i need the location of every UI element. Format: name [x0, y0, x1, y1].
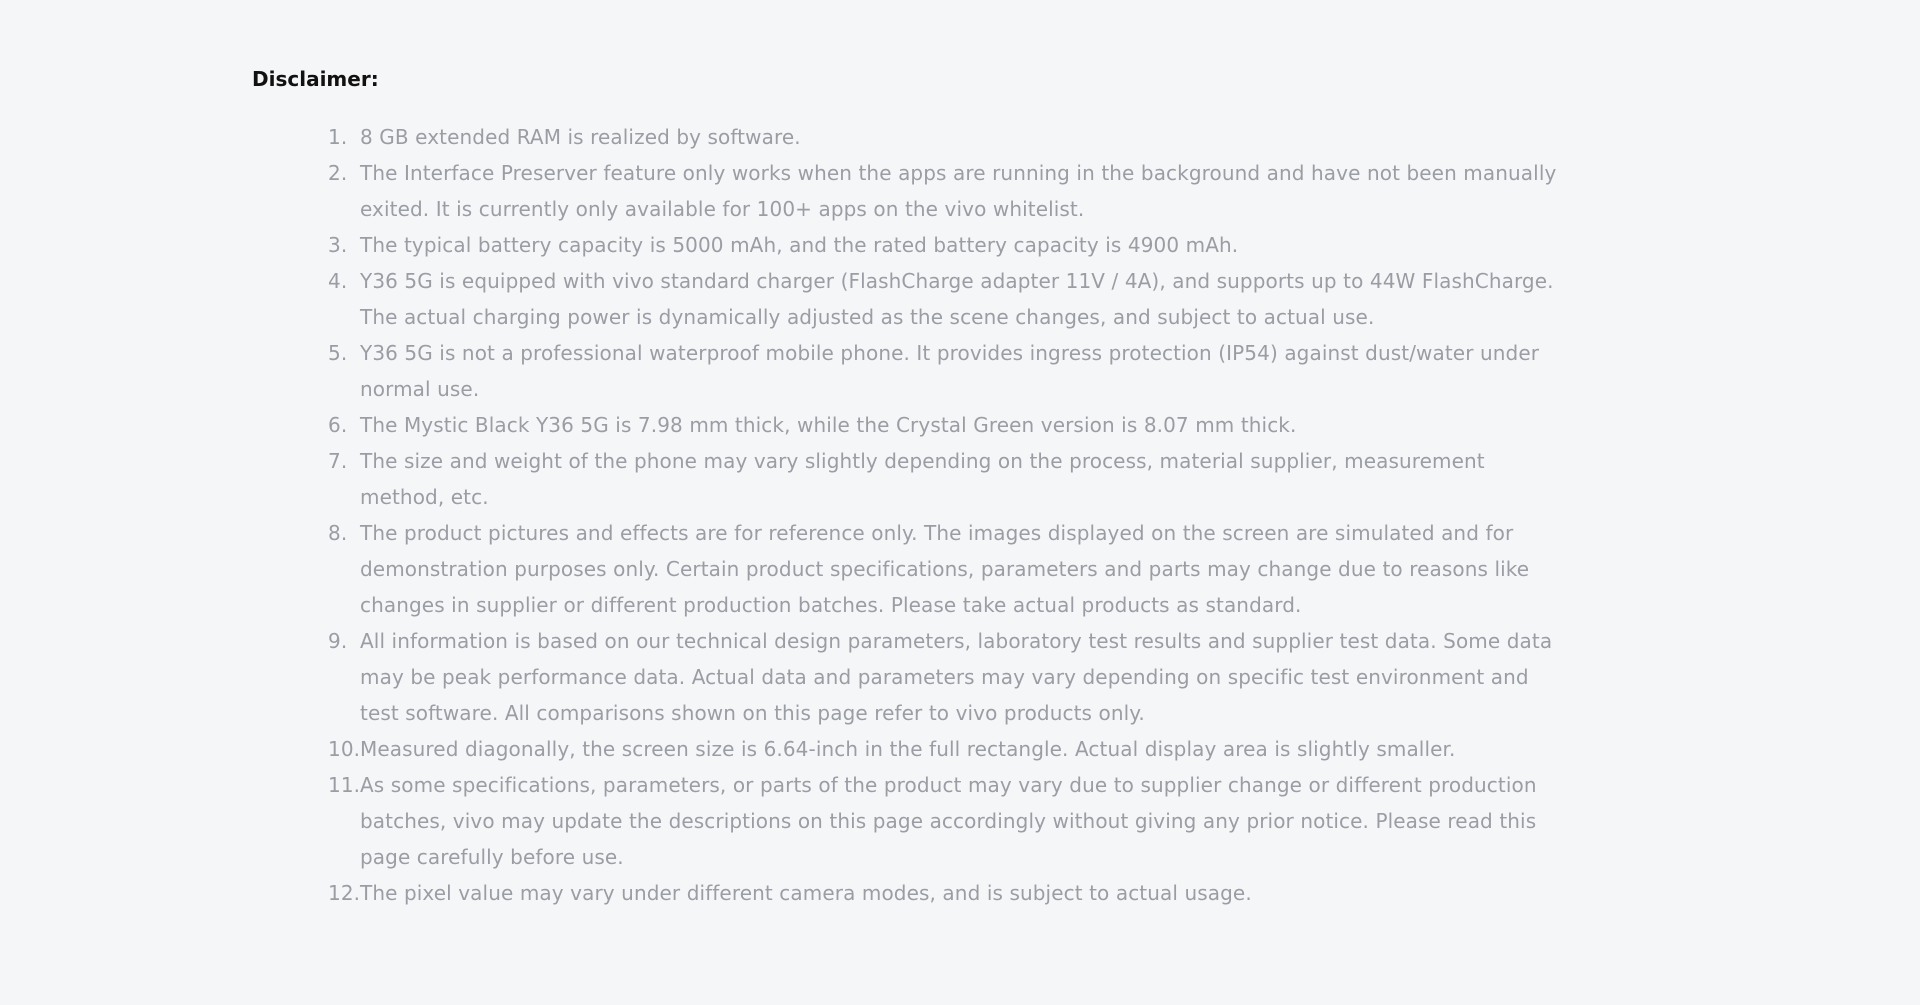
disclaimer-item-11	[328, 767, 1568, 875]
item-text: Measured diagonally, the screen size is 6.64-inch in the full rectangle. Actual display area is slightly smaller.	[360, 737, 1456, 761]
item-number: 2.	[328, 161, 348, 185]
disclaimer-item-9	[328, 623, 1568, 731]
disclaimer-item-2	[328, 155, 1568, 227]
disclaimer-item-5	[328, 335, 1568, 407]
item-text: The product pictures and effects are for reference only. The images displayed on the screen are simulated and for demonstration purposes only. Certain product specifications, parameters and parts may change due to reasons like changes in supplier or different production batches. Please take actual products as standard.	[360, 521, 1530, 617]
disclaimer-item-1	[328, 119, 1568, 155]
item-number: 4.	[328, 269, 348, 293]
item-number: 8.	[328, 521, 348, 545]
item-number: 7.	[328, 449, 348, 473]
item-text: The pixel value may vary under different camera modes, and is subject to actual usage.	[360, 881, 1252, 905]
item-number: 6.	[328, 413, 348, 437]
disclaimer-title: Disclaimer:	[252, 67, 379, 91]
item-text: The Interface Preserver feature only works when the apps are running in the background and have not been manually exited. It is currently only available for 100+ apps on the vivo whitelist.	[360, 161, 1557, 221]
disclaimer-item-7	[328, 443, 1568, 515]
disclaimer-list	[328, 119, 1568, 911]
item-text: The typical battery capacity is 5000 mAh, and the rated battery capacity is 4900 mAh.	[360, 233, 1239, 257]
disclaimer-item-12	[328, 875, 1568, 911]
item-number: 9.	[328, 629, 348, 653]
disclaimer-item-3	[328, 227, 1568, 263]
disclaimer-item-6	[328, 407, 1568, 443]
item-text: Y36 5G is equipped with vivo standard charger (FlashCharge adapter 11V / 4A), and supports up to 44W FlashCharge. The actual charging power is dynamically adjusted as the scene changes, and subject to actual use.	[360, 269, 1554, 329]
item-text: As some specifications, parameters, or parts of the product may vary due to supplier change or different production batches, vivo may update the descriptions on this page accordingly without giving any prior notice. Please read this page carefully before use.	[360, 773, 1537, 869]
item-number: 12.	[328, 881, 361, 905]
item-number: 10.	[328, 737, 361, 761]
item-number: 3.	[328, 233, 348, 257]
item-text: The size and weight of the phone may vary slightly depending on the process, material supplier, measurement method, etc.	[360, 449, 1485, 509]
item-text: All information is based on our technical design parameters, laboratory test results and supplier test data. Some data may be peak performance data. Actual data and parameters may vary depending on specific test environment and test software. All comparisons shown on this page refer to vivo products only.	[360, 629, 1553, 725]
item-number: 11.	[328, 773, 361, 797]
item-text: The Mystic Black Y36 5G is 7.98 mm thick, while the Crystal Green version is 8.07 mm thick.	[360, 413, 1297, 437]
disclaimer-item-8	[328, 515, 1568, 623]
item-number: 1.	[328, 125, 348, 149]
disclaimer-item-4	[328, 263, 1568, 335]
item-number: 5.	[328, 341, 348, 365]
item-text: Y36 5G is not a professional waterproof mobile phone. It provides ingress protection (IP54) against dust/water under normal use.	[360, 341, 1540, 401]
disclaimer-item-10	[328, 731, 1568, 767]
item-text: 8 GB extended RAM is realized by software.	[360, 125, 801, 149]
